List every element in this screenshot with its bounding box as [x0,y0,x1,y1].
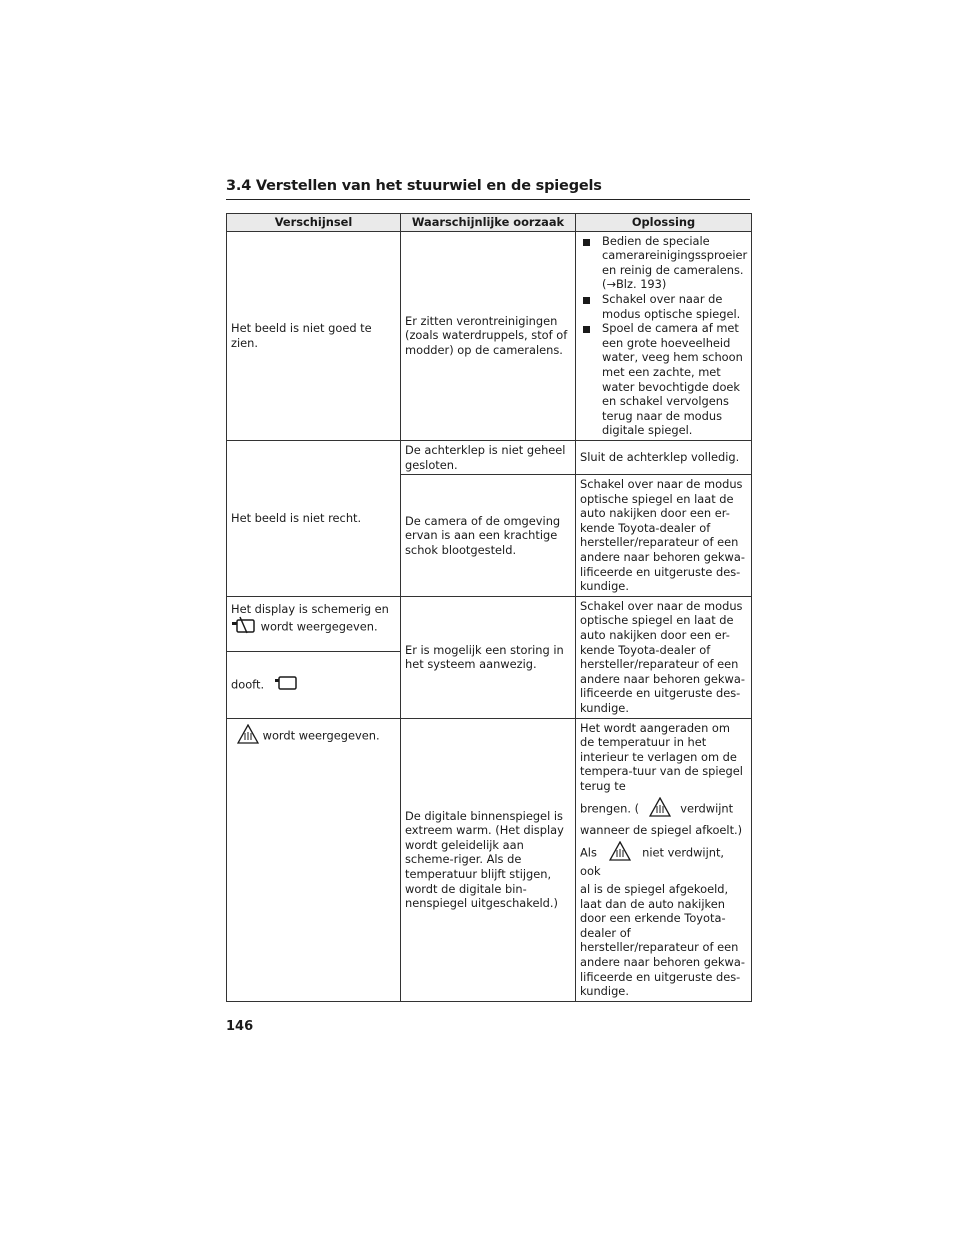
list-item: Bedien de speciale camerareinigingssproeier en reinig de cameralens. (→Blz. 193) [580,234,747,292]
table-row [227,231,752,440]
solution-text: al is de spiegel afgekoeld, laat dan de auto nakijken door een erkende Toyota-dealer of hersteller/reparateur of een andere naar behoren gekwa-lificeerde en uitgeruste des-kundige. [580,881,745,999]
list-item: Schakel over naar de modus optische spiegel. [580,292,747,321]
solution-cell [576,718,752,1001]
solution-text: Het wordt aangeraden om de temperatuur in het interieur te verlagen om de tempera-tuur van de spiegel terug te [580,720,743,793]
cause-cell: De camera of de omgeving ervan is aan een krachtige schok blootgesteld. [401,475,576,597]
symptom-text: wordt weergegeven. [262,727,380,742]
symptom-cell [227,652,401,718]
symptom-cell: Het beeld is niet goed te zien. [227,231,401,440]
column-header-cause: Waarschijnlijke oorzaak [401,214,576,232]
cause-cell: De digitale binnenspiegel is extreem warm. (Het display wordt geleidelijk aan scheme-riger. Als de temperatuur blijft stijgen, wordt de digitale bin-nenspiegel uitgeschakeld.) [401,718,576,1001]
column-header-solution: Oplossing [576,214,752,232]
solution-text: niet verdwijnt, ook [580,845,725,879]
troubleshooting-table [226,213,752,1002]
camera-icon [274,674,298,696]
high-temperature-warning-icon [649,797,671,821]
symptom-text: dooft. [231,677,265,692]
solution-text: Als [580,845,597,860]
cause-cell: Er zitten verontreinigingen (zoals waterdruppels, stof of modder) op de cameralens. [401,231,576,440]
solution-line [580,841,747,879]
symptom-cell: Het beeld is niet recht. [227,440,401,596]
symptom-cell [227,718,401,1001]
title-divider [226,199,750,200]
solution-cell: Schakel over naar de modus optische spiegel en laat de auto nakijken door een er-kende Toyota-dealer of hersteller/reparateur of een andere naar behoren gekwa-lificeerde en uitgeruste des-kundige. [576,475,752,597]
camera-warning-icon [231,616,257,638]
table-header-row [227,214,752,232]
solution-cell: Sluit de achterklep volledig. [576,440,752,474]
solution-text: brengen. ( [580,800,640,815]
solution-text: verdwijnt [680,800,734,815]
table-row [227,596,752,652]
cause-cell: De achterklep is niet geheel gesloten. [401,440,576,474]
section-title: 3.4 Verstellen van het stuurwiel en de spiegels [226,178,602,194]
cause-cell: Er is mogelijk een storing in het systeem aanwezig. [401,596,576,718]
solution-cell [576,231,752,440]
solution-text: wanneer de spiegel afkoelt.) [580,823,743,838]
list-item: Spoel de camera af met een grote hoeveelheid water, veeg hem schoon met een zachte, met water bevochtigde doek en schakel vervolgens terug naar de modus digitale spiegel. [580,321,747,438]
solution-line [580,797,747,821]
table-row [227,718,752,1001]
high-temperature-warning-icon [609,841,631,865]
solution-list [580,234,747,438]
solution-cell: Schakel over naar de modus optische spiegel en laat de auto nakijken door een er-kende Toyota-dealer of hersteller/reparateur of een andere naar behoren gekwa-lificeerde en uitgeruste des-kundige. [576,596,752,718]
symptom-cell [227,596,401,652]
column-header-symptom: Verschijnsel [227,214,401,232]
page-number: 146 [226,1019,254,1034]
symptom-text: wordt weergegeven. [260,619,378,634]
table-row [227,440,752,474]
high-temperature-warning-icon [237,724,259,748]
symptom-text: Het display is schemerig en [231,601,389,616]
